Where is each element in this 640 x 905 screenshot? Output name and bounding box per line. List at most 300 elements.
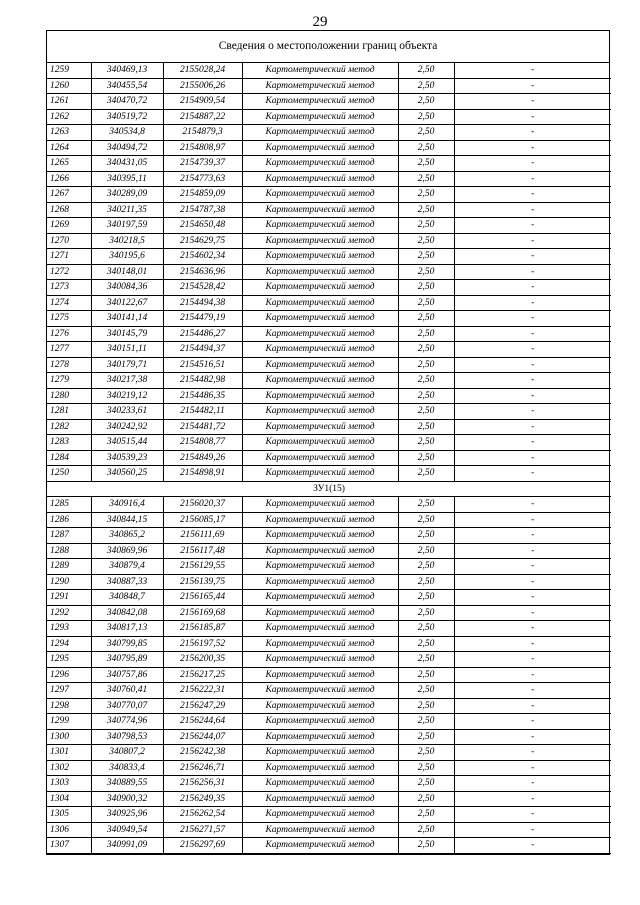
- x-coordinate-cell: 340844,15: [91, 512, 163, 528]
- note-cell: -: [454, 512, 611, 528]
- accuracy-cell: 2,50: [398, 698, 454, 714]
- accuracy-cell: 2,50: [398, 745, 454, 761]
- x-coordinate-cell: 340865,2: [91, 528, 163, 544]
- y-coordinate-cell: 2154486,27: [163, 326, 242, 342]
- method-cell: Картометрический метод: [242, 636, 398, 652]
- y-coordinate-cell: 2154482,98: [163, 373, 242, 389]
- method-cell: Картометрический метод: [242, 435, 398, 451]
- accuracy-cell: 2,50: [398, 404, 454, 420]
- method-cell: Картометрический метод: [242, 264, 398, 280]
- accuracy-cell: 2,50: [398, 822, 454, 838]
- y-coordinate-cell: 2154636,96: [163, 264, 242, 280]
- note-cell: -: [454, 683, 611, 699]
- x-coordinate-cell: 340145,79: [91, 326, 163, 342]
- point-number-cell: 1264: [47, 140, 91, 156]
- note-cell: -: [454, 357, 611, 373]
- x-coordinate-cell: 340916,4: [91, 497, 163, 513]
- point-number-cell: 1271: [47, 249, 91, 265]
- method-cell: Картометрический метод: [242, 156, 398, 172]
- point-number-cell: 1279: [47, 373, 91, 389]
- section-divider: [47, 481, 611, 497]
- table-row: [47, 574, 611, 590]
- y-coordinate-cell: 2156197,52: [163, 636, 242, 652]
- accuracy-cell: 2,50: [398, 574, 454, 590]
- y-coordinate-cell: 2156271,57: [163, 822, 242, 838]
- x-coordinate-cell: 340122,67: [91, 295, 163, 311]
- accuracy-cell: 2,50: [398, 140, 454, 156]
- x-coordinate-cell: 340470,72: [91, 94, 163, 110]
- x-coordinate-cell: 340494,72: [91, 140, 163, 156]
- note-cell: -: [454, 450, 611, 466]
- accuracy-cell: 2,50: [398, 156, 454, 172]
- point-number-cell: 1277: [47, 342, 91, 358]
- point-number-cell: 1301: [47, 745, 91, 761]
- y-coordinate-cell: 2156217,25: [163, 667, 242, 683]
- x-coordinate-cell: 340242,92: [91, 419, 163, 435]
- x-coordinate-cell: 340842,08: [91, 605, 163, 621]
- method-cell: Картометрический метод: [242, 171, 398, 187]
- point-number-cell: 1287: [47, 528, 91, 544]
- accuracy-cell: 2,50: [398, 605, 454, 621]
- y-coordinate-cell: 2154494,38: [163, 295, 242, 311]
- y-coordinate-cell: 2154808,77: [163, 435, 242, 451]
- y-coordinate-cell: 2154494,37: [163, 342, 242, 358]
- point-number-cell: 1275: [47, 311, 91, 327]
- table-row: [47, 125, 611, 141]
- table-row: [47, 78, 611, 94]
- section-row: [47, 481, 611, 497]
- table-row: [47, 63, 611, 78]
- rows-part-1: [47, 63, 611, 481]
- method-cell: Картометрический метод: [242, 295, 398, 311]
- method-cell: Картометрический метод: [242, 202, 398, 218]
- x-coordinate-cell: 340991,09: [91, 838, 163, 854]
- accuracy-cell: 2,50: [398, 543, 454, 559]
- note-cell: -: [454, 388, 611, 404]
- method-cell: Картометрический метод: [242, 512, 398, 528]
- note-cell: -: [454, 807, 611, 823]
- y-coordinate-cell: 2154739,37: [163, 156, 242, 172]
- x-coordinate-cell: 340848,7: [91, 590, 163, 606]
- accuracy-cell: 2,50: [398, 202, 454, 218]
- point-number-cell: 1294: [47, 636, 91, 652]
- y-coordinate-cell: 2154898,91: [163, 466, 242, 482]
- x-coordinate-cell: 340141,14: [91, 311, 163, 327]
- boundary-table-sheet: [46, 30, 610, 855]
- accuracy-cell: 2,50: [398, 791, 454, 807]
- table-row: [47, 512, 611, 528]
- y-coordinate-cell: 2156244,07: [163, 729, 242, 745]
- x-coordinate-cell: 340211,35: [91, 202, 163, 218]
- table-row: [47, 729, 611, 745]
- point-number-cell: 1306: [47, 822, 91, 838]
- method-cell: Картометрический метод: [242, 760, 398, 776]
- note-cell: -: [454, 543, 611, 559]
- point-number-cell: 1307: [47, 838, 91, 854]
- table-row: [47, 791, 611, 807]
- table-row: [47, 683, 611, 699]
- table-row: [47, 497, 611, 513]
- y-coordinate-cell: 2154516,51: [163, 357, 242, 373]
- table-row: [47, 280, 611, 296]
- method-cell: Картометрический метод: [242, 667, 398, 683]
- y-coordinate-cell: 2154808,97: [163, 140, 242, 156]
- method-cell: Картометрический метод: [242, 419, 398, 435]
- table-row: [47, 543, 611, 559]
- note-cell: -: [454, 63, 611, 78]
- method-cell: Картометрический метод: [242, 822, 398, 838]
- accuracy-cell: 2,50: [398, 590, 454, 606]
- point-number-cell: 1297: [47, 683, 91, 699]
- method-cell: Картометрический метод: [242, 745, 398, 761]
- y-coordinate-cell: 2156256,31: [163, 776, 242, 792]
- note-cell: -: [454, 791, 611, 807]
- y-coordinate-cell: 2156249,35: [163, 791, 242, 807]
- point-number-cell: 1300: [47, 729, 91, 745]
- point-number-cell: 1288: [47, 543, 91, 559]
- x-coordinate-cell: 340195,6: [91, 249, 163, 265]
- point-number-cell: 1293: [47, 621, 91, 637]
- note-cell: -: [454, 342, 611, 358]
- point-number-cell: 1278: [47, 357, 91, 373]
- y-coordinate-cell: 2156247,29: [163, 698, 242, 714]
- accuracy-cell: 2,50: [398, 776, 454, 792]
- table-row: [47, 156, 611, 172]
- note-cell: -: [454, 218, 611, 234]
- table-row: [47, 636, 611, 652]
- y-coordinate-cell: 2156020,37: [163, 497, 242, 513]
- method-cell: Картометрический метод: [242, 791, 398, 807]
- y-coordinate-cell: 2154909,54: [163, 94, 242, 110]
- x-coordinate-cell: 340519,72: [91, 109, 163, 125]
- table-row: [47, 202, 611, 218]
- table-row: [47, 605, 611, 621]
- point-number-cell: 1305: [47, 807, 91, 823]
- y-coordinate-cell: 2154528,42: [163, 280, 242, 296]
- point-number-cell: 1282: [47, 419, 91, 435]
- accuracy-cell: 2,50: [398, 280, 454, 296]
- method-cell: Картометрический метод: [242, 776, 398, 792]
- method-cell: Картометрический метод: [242, 140, 398, 156]
- y-coordinate-cell: 2154787,38: [163, 202, 242, 218]
- y-coordinate-cell: 2156222,31: [163, 683, 242, 699]
- y-coordinate-cell: 2154602,34: [163, 249, 242, 265]
- point-number-cell: 1266: [47, 171, 91, 187]
- note-cell: -: [454, 187, 611, 203]
- accuracy-cell: 2,50: [398, 683, 454, 699]
- table-row: [47, 342, 611, 358]
- y-coordinate-cell: 2154879,3: [163, 125, 242, 141]
- y-coordinate-cell: 2154859,09: [163, 187, 242, 203]
- y-coordinate-cell: 2156242,38: [163, 745, 242, 761]
- point-number-cell: 1260: [47, 78, 91, 94]
- table-row: [47, 559, 611, 575]
- y-coordinate-cell: 2154849,26: [163, 450, 242, 466]
- method-cell: Картометрический метод: [242, 559, 398, 575]
- x-coordinate-cell: 340395,11: [91, 171, 163, 187]
- table-row: [47, 94, 611, 110]
- note-cell: -: [454, 404, 611, 420]
- x-coordinate-cell: 340949,54: [91, 822, 163, 838]
- note-cell: -: [454, 822, 611, 838]
- accuracy-cell: 2,50: [398, 667, 454, 683]
- y-coordinate-cell: 2156297,69: [163, 838, 242, 854]
- x-coordinate-cell: 340560,25: [91, 466, 163, 482]
- x-coordinate-cell: 340455,54: [91, 78, 163, 94]
- coordinates-table: [47, 63, 611, 854]
- note-cell: -: [454, 435, 611, 451]
- x-coordinate-cell: 340798,53: [91, 729, 163, 745]
- point-number-cell: 1280: [47, 388, 91, 404]
- y-coordinate-cell: 2154482,11: [163, 404, 242, 420]
- method-cell: Картометрический метод: [242, 714, 398, 730]
- x-coordinate-cell: 340148,01: [91, 264, 163, 280]
- accuracy-cell: 2,50: [398, 760, 454, 776]
- y-coordinate-cell: 2155006,26: [163, 78, 242, 94]
- method-cell: Картометрический метод: [242, 357, 398, 373]
- method-cell: Картометрический метод: [242, 466, 398, 482]
- table-row: [47, 714, 611, 730]
- accuracy-cell: 2,50: [398, 342, 454, 358]
- point-number-cell: 1285: [47, 497, 91, 513]
- accuracy-cell: 2,50: [398, 78, 454, 94]
- note-cell: -: [454, 574, 611, 590]
- note-cell: -: [454, 590, 611, 606]
- method-cell: Картометрический метод: [242, 187, 398, 203]
- note-cell: -: [454, 698, 611, 714]
- accuracy-cell: 2,50: [398, 652, 454, 668]
- point-number-cell: 1290: [47, 574, 91, 590]
- method-cell: Картометрический метод: [242, 450, 398, 466]
- note-cell: -: [454, 559, 611, 575]
- note-cell: -: [454, 745, 611, 761]
- y-coordinate-cell: 2156085,17: [163, 512, 242, 528]
- method-cell: Картометрический метод: [242, 94, 398, 110]
- x-coordinate-cell: 340219,12: [91, 388, 163, 404]
- x-coordinate-cell: 340515,44: [91, 435, 163, 451]
- method-cell: Картометрический метод: [242, 233, 398, 249]
- accuracy-cell: 2,50: [398, 373, 454, 389]
- note-cell: -: [454, 636, 611, 652]
- accuracy-cell: 2,50: [398, 528, 454, 544]
- x-coordinate-cell: 340879,4: [91, 559, 163, 575]
- note-cell: -: [454, 528, 611, 544]
- note-cell: -: [454, 202, 611, 218]
- note-cell: -: [454, 466, 611, 482]
- section-label: ЗУ1(15): [47, 481, 611, 497]
- table-row: [47, 698, 611, 714]
- table-row: [47, 171, 611, 187]
- method-cell: Картометрический метод: [242, 590, 398, 606]
- x-coordinate-cell: 340539,23: [91, 450, 163, 466]
- point-number-cell: 1263: [47, 125, 91, 141]
- accuracy-cell: 2,50: [398, 419, 454, 435]
- accuracy-cell: 2,50: [398, 435, 454, 451]
- point-number-cell: 1292: [47, 605, 91, 621]
- accuracy-cell: 2,50: [398, 187, 454, 203]
- point-number-cell: 1304: [47, 791, 91, 807]
- page-number: 29: [312, 14, 328, 30]
- point-number-cell: 1286: [47, 512, 91, 528]
- x-coordinate-cell: 340925,96: [91, 807, 163, 823]
- accuracy-cell: 2,50: [398, 249, 454, 265]
- y-coordinate-cell: 2156244,64: [163, 714, 242, 730]
- method-cell: Картометрический метод: [242, 729, 398, 745]
- accuracy-cell: 2,50: [398, 729, 454, 745]
- x-coordinate-cell: 340217,38: [91, 373, 163, 389]
- point-number-cell: 1259: [47, 63, 91, 78]
- x-coordinate-cell: 340889,55: [91, 776, 163, 792]
- x-coordinate-cell: 340817,13: [91, 621, 163, 637]
- method-cell: Картометрический метод: [242, 342, 398, 358]
- y-coordinate-cell: 2156200,35: [163, 652, 242, 668]
- table-row: [47, 760, 611, 776]
- table-row: [47, 326, 611, 342]
- table-row: [47, 667, 611, 683]
- note-cell: -: [454, 652, 611, 668]
- table-row: [47, 776, 611, 792]
- accuracy-cell: 2,50: [398, 450, 454, 466]
- y-coordinate-cell: 2156139,75: [163, 574, 242, 590]
- table-row: [47, 140, 611, 156]
- point-number-cell: 1276: [47, 326, 91, 342]
- x-coordinate-cell: 340774,96: [91, 714, 163, 730]
- table-row: [47, 249, 611, 265]
- table-row: [47, 822, 611, 838]
- table-heading: Сведения о местоположении границ объекта: [47, 31, 609, 63]
- x-coordinate-cell: 340469,13: [91, 63, 163, 78]
- note-cell: -: [454, 249, 611, 265]
- method-cell: Картометрический метод: [242, 326, 398, 342]
- x-coordinate-cell: 340218,5: [91, 233, 163, 249]
- x-coordinate-cell: 340807,2: [91, 745, 163, 761]
- method-cell: Картометрический метод: [242, 698, 398, 714]
- point-number-cell: 1274: [47, 295, 91, 311]
- x-coordinate-cell: 340887,33: [91, 574, 163, 590]
- note-cell: -: [454, 497, 611, 513]
- method-cell: Картометрический метод: [242, 63, 398, 78]
- method-cell: Картометрический метод: [242, 125, 398, 141]
- x-coordinate-cell: 340799,85: [91, 636, 163, 652]
- accuracy-cell: 2,50: [398, 559, 454, 575]
- point-number-cell: 1284: [47, 450, 91, 466]
- accuracy-cell: 2,50: [398, 311, 454, 327]
- x-coordinate-cell: 340431,05: [91, 156, 163, 172]
- accuracy-cell: 2,50: [398, 621, 454, 637]
- point-number-cell: 1272: [47, 264, 91, 280]
- accuracy-cell: 2,50: [398, 171, 454, 187]
- table-row: [47, 233, 611, 249]
- table-row: [47, 838, 611, 854]
- point-number-cell: 1265: [47, 156, 91, 172]
- y-coordinate-cell: 2154629,75: [163, 233, 242, 249]
- note-cell: -: [454, 621, 611, 637]
- accuracy-cell: 2,50: [398, 218, 454, 234]
- point-number-cell: 1268: [47, 202, 91, 218]
- note-cell: -: [454, 94, 611, 110]
- note-cell: -: [454, 295, 611, 311]
- method-cell: Картометрический метод: [242, 249, 398, 265]
- note-cell: -: [454, 419, 611, 435]
- note-cell: -: [454, 280, 611, 296]
- table-row: [47, 218, 611, 234]
- y-coordinate-cell: 2155028,24: [163, 63, 242, 78]
- accuracy-cell: 2,50: [398, 466, 454, 482]
- point-number-cell: 1303: [47, 776, 91, 792]
- y-coordinate-cell: 2154650,48: [163, 218, 242, 234]
- accuracy-cell: 2,50: [398, 807, 454, 823]
- note-cell: -: [454, 156, 611, 172]
- y-coordinate-cell: 2156246,71: [163, 760, 242, 776]
- accuracy-cell: 2,50: [398, 838, 454, 854]
- point-number-cell: 1295: [47, 652, 91, 668]
- note-cell: -: [454, 311, 611, 327]
- x-coordinate-cell: 340233,61: [91, 404, 163, 420]
- point-number-cell: 1296: [47, 667, 91, 683]
- y-coordinate-cell: 2154481,72: [163, 419, 242, 435]
- accuracy-cell: 2,50: [398, 357, 454, 373]
- point-number-cell: 1289: [47, 559, 91, 575]
- x-coordinate-cell: 340795,89: [91, 652, 163, 668]
- note-cell: -: [454, 78, 611, 94]
- point-number-cell: 1302: [47, 760, 91, 776]
- accuracy-cell: 2,50: [398, 497, 454, 513]
- table-row: [47, 187, 611, 203]
- accuracy-cell: 2,50: [398, 63, 454, 78]
- note-cell: -: [454, 667, 611, 683]
- note-cell: -: [454, 729, 611, 745]
- method-cell: Картометрический метод: [242, 621, 398, 637]
- table-row: [47, 295, 611, 311]
- accuracy-cell: 2,50: [398, 94, 454, 110]
- point-number-cell: 1283: [47, 435, 91, 451]
- table-row: [47, 807, 611, 823]
- method-cell: Картометрический метод: [242, 497, 398, 513]
- table-row: [47, 109, 611, 125]
- point-number-cell: 1273: [47, 280, 91, 296]
- note-cell: -: [454, 714, 611, 730]
- x-coordinate-cell: 340151,11: [91, 342, 163, 358]
- method-cell: Картометрический метод: [242, 280, 398, 296]
- table-row: [47, 373, 611, 389]
- table-row: [47, 590, 611, 606]
- point-number-cell: 1299: [47, 714, 91, 730]
- accuracy-cell: 2,50: [398, 388, 454, 404]
- x-coordinate-cell: 340534,8: [91, 125, 163, 141]
- method-cell: Картометрический метод: [242, 683, 398, 699]
- point-number-cell: 1261: [47, 94, 91, 110]
- table-row: [47, 419, 611, 435]
- x-coordinate-cell: 340197,59: [91, 218, 163, 234]
- accuracy-cell: 2,50: [398, 125, 454, 141]
- table-row: [47, 450, 611, 466]
- point-number-cell: 1250: [47, 466, 91, 482]
- point-number-cell: 1281: [47, 404, 91, 420]
- y-coordinate-cell: 2154773,63: [163, 171, 242, 187]
- method-cell: Картометрический метод: [242, 574, 398, 590]
- accuracy-cell: 2,50: [398, 233, 454, 249]
- y-coordinate-cell: 2156262,54: [163, 807, 242, 823]
- method-cell: Картометрический метод: [242, 388, 398, 404]
- method-cell: Картометрический метод: [242, 78, 398, 94]
- accuracy-cell: 2,50: [398, 109, 454, 125]
- table-row: [47, 528, 611, 544]
- x-coordinate-cell: 340179,71: [91, 357, 163, 373]
- note-cell: -: [454, 373, 611, 389]
- x-coordinate-cell: 340770,07: [91, 698, 163, 714]
- y-coordinate-cell: 2154887,22: [163, 109, 242, 125]
- note-cell: -: [454, 233, 611, 249]
